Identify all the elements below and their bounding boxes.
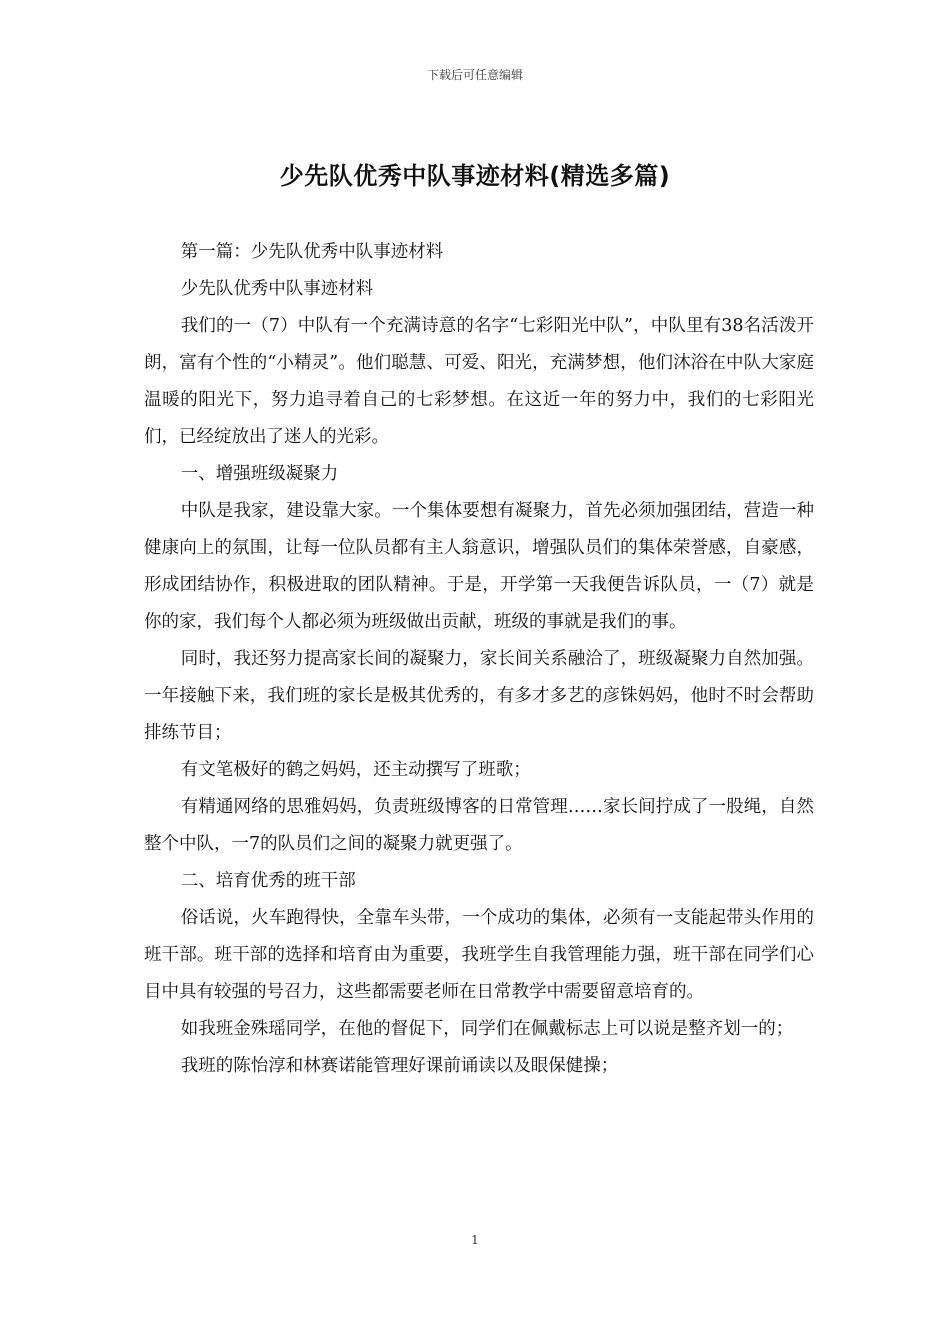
document-body <box>144 234 814 1085</box>
paragraph: 少先队优秀中队事迹材料 <box>180 279 374 299</box>
paragraph: 俗话说，火车跑得快，全靠车头带，一个成功的集体，必须有一支能起带头作用的班干部。班干部的选择和培育由为重要，我班学生自我管理能力强，班干部在同学们心目中具有较强的号召力，这些都需要老师在日常教学中需要留意培育的。 <box>144 908 814 1002</box>
paragraph: 我们的一（7）中队有一个充满诗意的名字“七彩阳光中队”，中队里有38名活泼开朗，富有个性的“小精灵”。他们聪慧、可爱、阳光，充满梦想，他们沐浴在中队大家庭温暖的阳光下，努力追寻着自己的七彩梦想。在这近一年的努力中，我们的七彩阳光们，已经绽放出了迷人的光彩。 <box>144 316 814 447</box>
paragraph: 第一篇：少先队优秀中队事迹材料 <box>180 242 444 262</box>
paragraph: 二、培育优秀的班干部 <box>180 871 356 891</box>
paragraph: 我班的陈怡淳和林赛诺能管理好课前诵读以及眼保健操； <box>180 1056 619 1076</box>
paragraph: 如我班金殊瑶同学，在他的督促下，同学们在佩戴标志上可以说是整齐划一的； <box>180 1019 794 1039</box>
paragraph: 同时，我还努力提高家长间的凝聚力，家长间关系融洽了，班级凝聚力自然加强。一年接触下来，我们班的家长是极其优秀的，有多才多艺的彦铢妈妈，他时不时会帮助排练节目； <box>144 649 814 743</box>
paragraph: 中队是我家，建设靠大家。一个集体要想有凝聚力，首先必须加强团结，营造一种健康向上的氛围，让每一位队员都有主人翁意识，增强队员们的集体荣誉感，自豪感，形成团结协作，积极进取的团队精神。于是，开学第一天我便告诉队员，一（7）就是你的家，我们每个人都必须为班级做出贡献，班级的事就是我们的事。 <box>144 501 814 632</box>
paragraph: 有精通网络的思雅妈妈，负责班级博客的日常管理……家长间拧成了一股绳，自然整个中队，一7的队员们之间的凝聚力就更强了。 <box>144 797 814 854</box>
page-number: 1 <box>471 1233 479 1247</box>
paragraph: 一、增强班级凝聚力 <box>180 464 339 484</box>
page-header: 下载后可任意编辑 <box>426 68 523 82</box>
document-title: 少先队优秀中队事迹材料(精选多篇) <box>279 162 671 190</box>
paragraph: 有文笔极好的鹤之妈妈，还主动撰写了班歌； <box>180 760 531 780</box>
